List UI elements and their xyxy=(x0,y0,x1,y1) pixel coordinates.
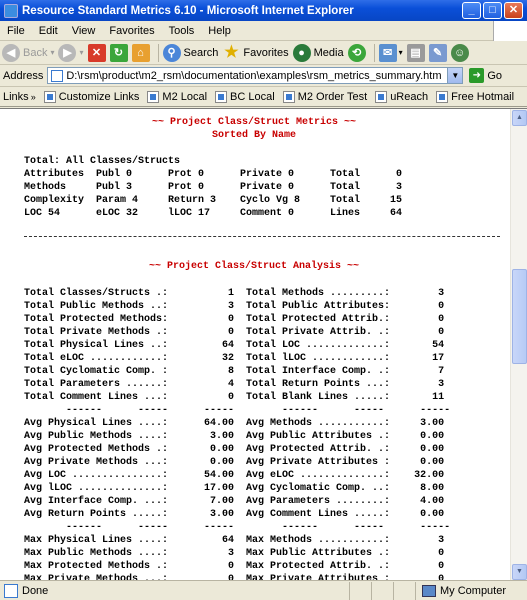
address-label: Address xyxy=(3,69,44,82)
home-icon: ⌂ xyxy=(132,44,150,62)
go-button[interactable]: ➜ Go xyxy=(469,68,502,83)
toolbar-separator xyxy=(158,44,159,62)
analysis-separator: ------ ----- ----- ------ ----- ----- xyxy=(24,522,451,533)
analysis-row: Max Protected Methods .: 0 Max Protected Attrib. .: 0 xyxy=(24,561,445,572)
page-content xyxy=(0,109,508,580)
link-ureach[interactable]: uReach xyxy=(375,91,428,103)
analysis-row: Avg lLOC ..............: 17.00 Avg Cyclomatic Comp. ..: 8.00 xyxy=(24,483,445,494)
print-icon: ▤ xyxy=(407,44,425,62)
analysis-row: Avg LOC ...............: 54.00 Avg eLOC ..............: 32.00 xyxy=(24,470,445,481)
search-icon: ⚲ xyxy=(163,44,181,62)
edit-button[interactable] xyxy=(429,44,447,62)
analysis-row: Total Public Methods ..: 3 Total Public Attributes: 0 xyxy=(24,301,445,312)
toolbar xyxy=(0,41,527,65)
back-dropdown-icon[interactable]: ▾ xyxy=(50,48,55,57)
link-customize-links[interactable]: Customize Links xyxy=(44,91,140,103)
messenger-icon: ☺ xyxy=(451,44,469,62)
status-bar xyxy=(0,580,527,600)
analysis-row: Total Physical Lines ..: 64 Total LOC .............: 54 xyxy=(24,340,445,351)
status-text: Done xyxy=(22,584,49,597)
analysis-row: Total eLOC ............: 32 Total lLOC ............: 17 xyxy=(24,353,445,364)
refresh-icon: ↻ xyxy=(110,44,128,62)
favorites-button[interactable]: ★ Favorites xyxy=(224,43,289,61)
menu-file[interactable]: File xyxy=(7,24,25,37)
my-computer-icon xyxy=(422,585,436,597)
stop-icon: ✕ xyxy=(88,44,106,62)
go-arrow-icon: ➜ xyxy=(469,68,484,83)
links-chevron-icon[interactable]: » xyxy=(30,91,36,102)
analysis-row: Total Cyclomatic Comp. : 8 Total Interface Comp. .: 7 xyxy=(24,366,445,377)
links-label: Links xyxy=(3,90,29,103)
analysis-row: Avg Interface Comp. ...: 7.00 Avg Parameters ........: 4.00 xyxy=(24,496,445,507)
minimize-button[interactable]: _ xyxy=(462,2,481,19)
summary-row-methods: Methods Publ 3 Prot 0 Private 0 Total 3 xyxy=(24,182,403,193)
address-url[interactable]: D:\rsm\product\m2_rsm\documentation\examples\rsm_metrics_summary.htm xyxy=(66,69,442,82)
summary-row-attributes: Attributes Publ 0 Prot 0 Private 0 Total 0 xyxy=(24,169,403,180)
maximize-button[interactable]: □ xyxy=(483,2,502,19)
link-bc-local[interactable]: BC Local xyxy=(215,91,275,103)
page-icon xyxy=(51,70,63,82)
print-button[interactable] xyxy=(407,44,425,62)
analysis-row: Avg Private Methods ...: 0.00 Avg Private Attributes : 0.00 xyxy=(24,457,445,468)
analysis-row: Avg Protected Methods .: 0.00 Avg Protected Attrib. .: 0.00 xyxy=(24,444,445,455)
link-page-icon xyxy=(436,91,448,103)
star-icon: ★ xyxy=(224,43,239,61)
page-viewport xyxy=(0,108,527,580)
edit-icon: ✎ xyxy=(429,44,447,62)
link-page-icon xyxy=(147,91,159,103)
ie-icon xyxy=(4,4,18,18)
analysis-row: Max Public Methods ....: 3 Max Public Attributes .: 0 xyxy=(24,548,445,559)
back-arrow-icon: ◀ xyxy=(2,44,20,62)
menu-bar xyxy=(0,21,527,41)
menu-edit[interactable]: Edit xyxy=(38,24,58,37)
mail-button[interactable] xyxy=(379,44,403,62)
vertical-scrollbar[interactable] xyxy=(510,109,527,580)
security-zone: My Computer xyxy=(415,582,527,600)
window-title: Resource Standard Metrics 6.10 - Microsoft Internet Explorer xyxy=(22,4,354,17)
media-icon: ● xyxy=(293,44,311,62)
metrics-heading: ~~ Project Class/Struct Metrics ~~ xyxy=(151,117,357,128)
history-button[interactable] xyxy=(348,44,366,62)
scroll-up-icon[interactable]: ▲ xyxy=(512,110,527,126)
mail-icon: ✉ xyxy=(379,44,397,62)
windows-logo-icon xyxy=(493,21,527,41)
address-dropdown-icon[interactable]: ▼ xyxy=(447,68,462,83)
forward-arrow-icon: ▶ xyxy=(58,44,76,62)
link-page-icon xyxy=(215,91,227,103)
summary-row-loc: LOC 54 eLOC 32 lLOC 17 Comment 0 Lines 64 xyxy=(24,208,403,219)
link-page-icon xyxy=(375,91,387,103)
analysis-heading: ~~ Project Class/Struct Analysis ~~ xyxy=(148,261,360,272)
menu-view[interactable]: View xyxy=(71,24,96,37)
refresh-button[interactable] xyxy=(110,44,128,62)
status-pane xyxy=(349,582,371,600)
scroll-down-icon[interactable]: ▼ xyxy=(512,564,527,580)
sorted-by-heading: Sorted By Name xyxy=(211,130,296,141)
summary-row-complexity: Complexity Param 4 Return 3 Cyclo Vg 8 Total 15 xyxy=(24,195,403,206)
analysis-row: Total Protected Methods: 0 Total Protected Attrib.: 0 xyxy=(24,314,445,325)
analysis-row: Max Private Methods ...: 0 Max Private Attributes : 0 xyxy=(24,574,445,580)
menu-tools[interactable]: Tools xyxy=(168,24,195,37)
status-pane xyxy=(393,582,415,600)
toolbar-separator xyxy=(374,44,375,62)
link-m2-local[interactable]: M2 Local xyxy=(147,91,207,103)
forward-button[interactable] xyxy=(58,44,83,62)
links-bar xyxy=(0,87,527,107)
analysis-row: Max Physical Lines ....: 64 Max Methods ...........: 3 xyxy=(24,535,445,546)
messenger-button[interactable] xyxy=(451,44,469,62)
done-page-icon xyxy=(4,584,18,598)
address-input[interactable] xyxy=(47,67,463,84)
analysis-row: Avg Physical Lines ....: 64.00 Avg Methods ...........: 3.00 xyxy=(24,418,445,429)
forward-dropdown-icon[interactable]: ▾ xyxy=(79,48,84,57)
link-free-hotmail[interactable]: Free Hotmail xyxy=(436,91,514,103)
title-bar xyxy=(0,0,527,21)
total-title: Total: All Classes/Structs xyxy=(24,156,181,167)
home-button[interactable] xyxy=(132,44,150,62)
analysis-separator: ------ ----- ----- ------ ----- ----- xyxy=(24,405,451,416)
link-m2-order-test[interactable]: M2 Order Test xyxy=(283,91,368,103)
mail-dropdown-icon[interactable]: ▾ xyxy=(398,48,403,57)
back-button[interactable]: ◀ Back ▾ xyxy=(2,44,54,62)
menu-favorites[interactable]: Favorites xyxy=(109,24,155,37)
analysis-row: Total Parameters ......: 4 Total Return Points ...: 3 xyxy=(24,379,445,390)
link-page-icon xyxy=(283,91,295,103)
analysis-row: Total Private Methods .: 0 Total Private Attrib. .: 0 xyxy=(24,327,445,338)
link-page-icon xyxy=(44,91,56,103)
history-icon: ⟲ xyxy=(348,44,366,62)
close-button[interactable]: ✕ xyxy=(504,2,523,19)
media-button[interactable]: ● Media xyxy=(293,44,344,62)
address-bar xyxy=(0,65,527,87)
search-button[interactable]: ⚲ Search xyxy=(163,44,219,62)
analysis-row: Avg Public Methods ....: 3.00 Avg Public Attributes .: 0.00 xyxy=(24,431,445,442)
analysis-row: Total Comment Lines ...: 0 Total Blank Lines .....: 11 xyxy=(24,392,445,403)
section-divider xyxy=(24,236,500,237)
analysis-row: Total Classes/Structs .: 1 Total Methods .........: 3 xyxy=(24,288,445,299)
analysis-row: Avg Return Points .....: 3.00 Avg Comment Lines .....: 0.00 xyxy=(24,509,445,520)
stop-button[interactable] xyxy=(88,44,106,62)
scroll-thumb[interactable] xyxy=(512,269,527,364)
status-pane xyxy=(371,582,393,600)
menu-help[interactable]: Help xyxy=(208,24,231,37)
